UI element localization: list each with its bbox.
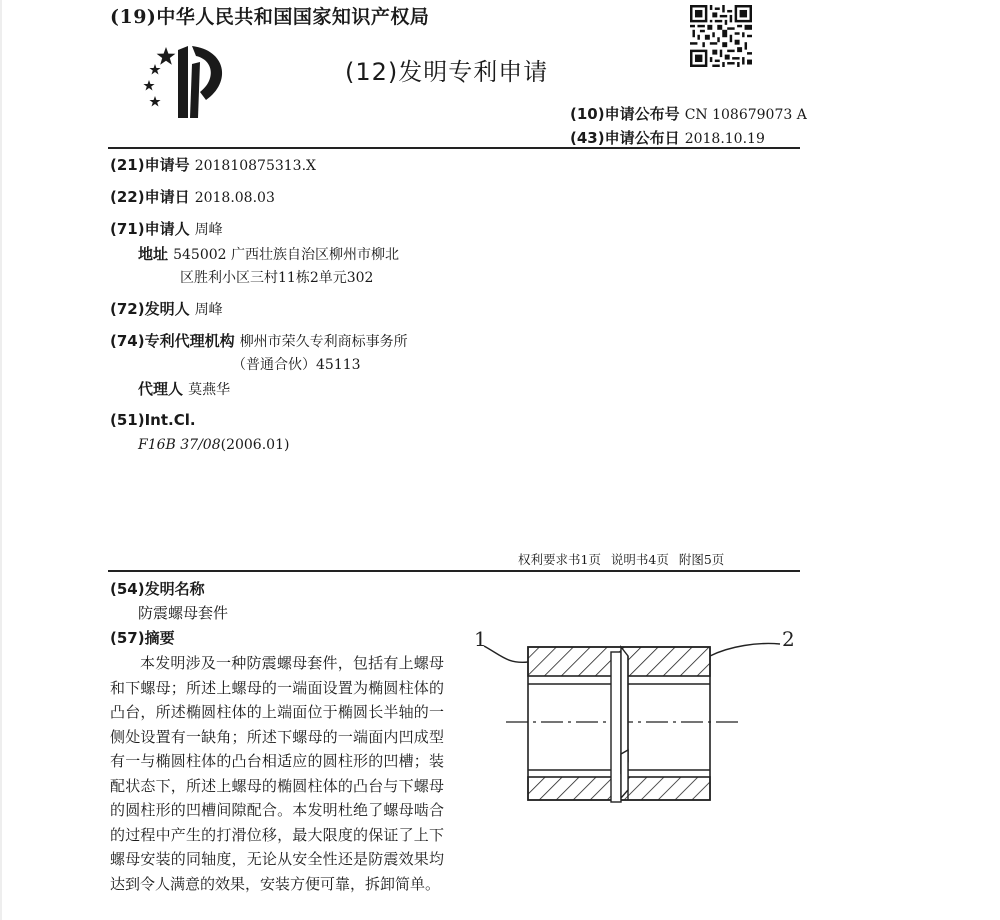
agent-label: 代理人 <box>138 380 184 398</box>
ipc-code: F16B 37/08 <box>138 437 221 453</box>
patent-agency-label: (74)专利代理机构 <box>110 332 235 350</box>
address <box>138 243 399 264</box>
address-label: 地址 <box>138 245 169 263</box>
qr-code-icon[interactable] <box>690 5 752 67</box>
applicant-value: 周峰 <box>194 222 223 238</box>
leader-line-1 <box>484 646 528 662</box>
inventor-value: 周峰 <box>194 302 223 318</box>
address-line-1: 545002 广西壮族自治区柳州市柳北 <box>173 247 400 263</box>
patent-agency <box>110 330 408 351</box>
publication-number <box>570 103 807 124</box>
inventor-label: (72)发明人 <box>110 300 190 318</box>
header-divider <box>108 147 800 149</box>
patent-agency-line-2: （普通合伙）45113 <box>232 357 361 373</box>
publication-date-value: 2018.10.19 <box>684 131 765 147</box>
figure-label-1: 1 <box>474 627 487 651</box>
leader-line-2 <box>710 644 780 657</box>
application-date <box>110 186 275 207</box>
abstract-label: (57)摘要 <box>110 629 175 647</box>
agent-value: 莫燕华 <box>188 382 231 398</box>
patent-office-logo-icon <box>140 44 240 124</box>
boss-joint <box>611 652 621 802</box>
ipc-version: (2006.01) <box>220 437 290 453</box>
page-edge <box>0 0 2 920</box>
application-date-value: 2018.08.03 <box>194 190 275 206</box>
invention-title: 防震螺母套件 <box>138 604 229 622</box>
applicant <box>110 218 223 239</box>
patent-agency-line-1: 柳州市荣久专利商标事务所 <box>239 334 408 350</box>
pages-info: 权利要求书1页 说明书4页 附图5页 <box>518 552 725 567</box>
invention-title-label: (54)发明名称 <box>110 580 205 598</box>
publication-date-label: (43)申请公布日 <box>570 129 680 147</box>
application-number <box>110 154 316 175</box>
agent <box>138 378 230 399</box>
publication-date <box>570 127 765 148</box>
application-number-value: 201810875313.X <box>194 158 316 174</box>
applicant-label: (71)申请人 <box>110 220 190 238</box>
publication-number-label: (10)申请公布号 <box>570 105 680 123</box>
figure-label-2: 2 <box>782 627 795 651</box>
application-number-label: (21)申请号 <box>110 156 190 174</box>
application-date-label: (22)申请日 <box>110 188 190 206</box>
ipc-classification <box>110 410 196 429</box>
office-title: (19)中华人民共和国国家知识产权局 <box>110 6 430 28</box>
ipc-code-row <box>138 434 289 453</box>
inventor <box>110 298 223 319</box>
abstract-figure <box>462 622 802 812</box>
ipc-label: (51)Int.Cl. <box>110 411 196 429</box>
document-type: (12)发明专利申请 <box>345 58 549 86</box>
address-line-2: 区胜利小区三村11栋2单元302 <box>180 270 374 286</box>
abstract-text: 本发明涉及一种防震螺母套件，包括有上螺母和下螺母；所述上螺母的一端面设置为椭圆柱体的凸台，所述椭圆柱体的上端面位于椭圆长半轴的一侧处设置有一缺角；所述下螺母的一端面内凹成型有一与椭圆柱体的凸台相适应的圆柱形的凹槽；装配状态下，所述上螺母的椭圆柱体的凸台与下螺母的圆柱形的凹槽间隙配合。本发明杜绝了螺母啮合的过程中产生的打滑位移，最大限度的保证了上下螺母安装的同轴度，无论从安全性还是防震效果均达到令人满意的效果，安装方便可靠，拆卸简单。 <box>110 654 444 893</box>
publication-number-value: CN 108679073 A <box>684 107 807 123</box>
pages-divider <box>108 570 800 572</box>
